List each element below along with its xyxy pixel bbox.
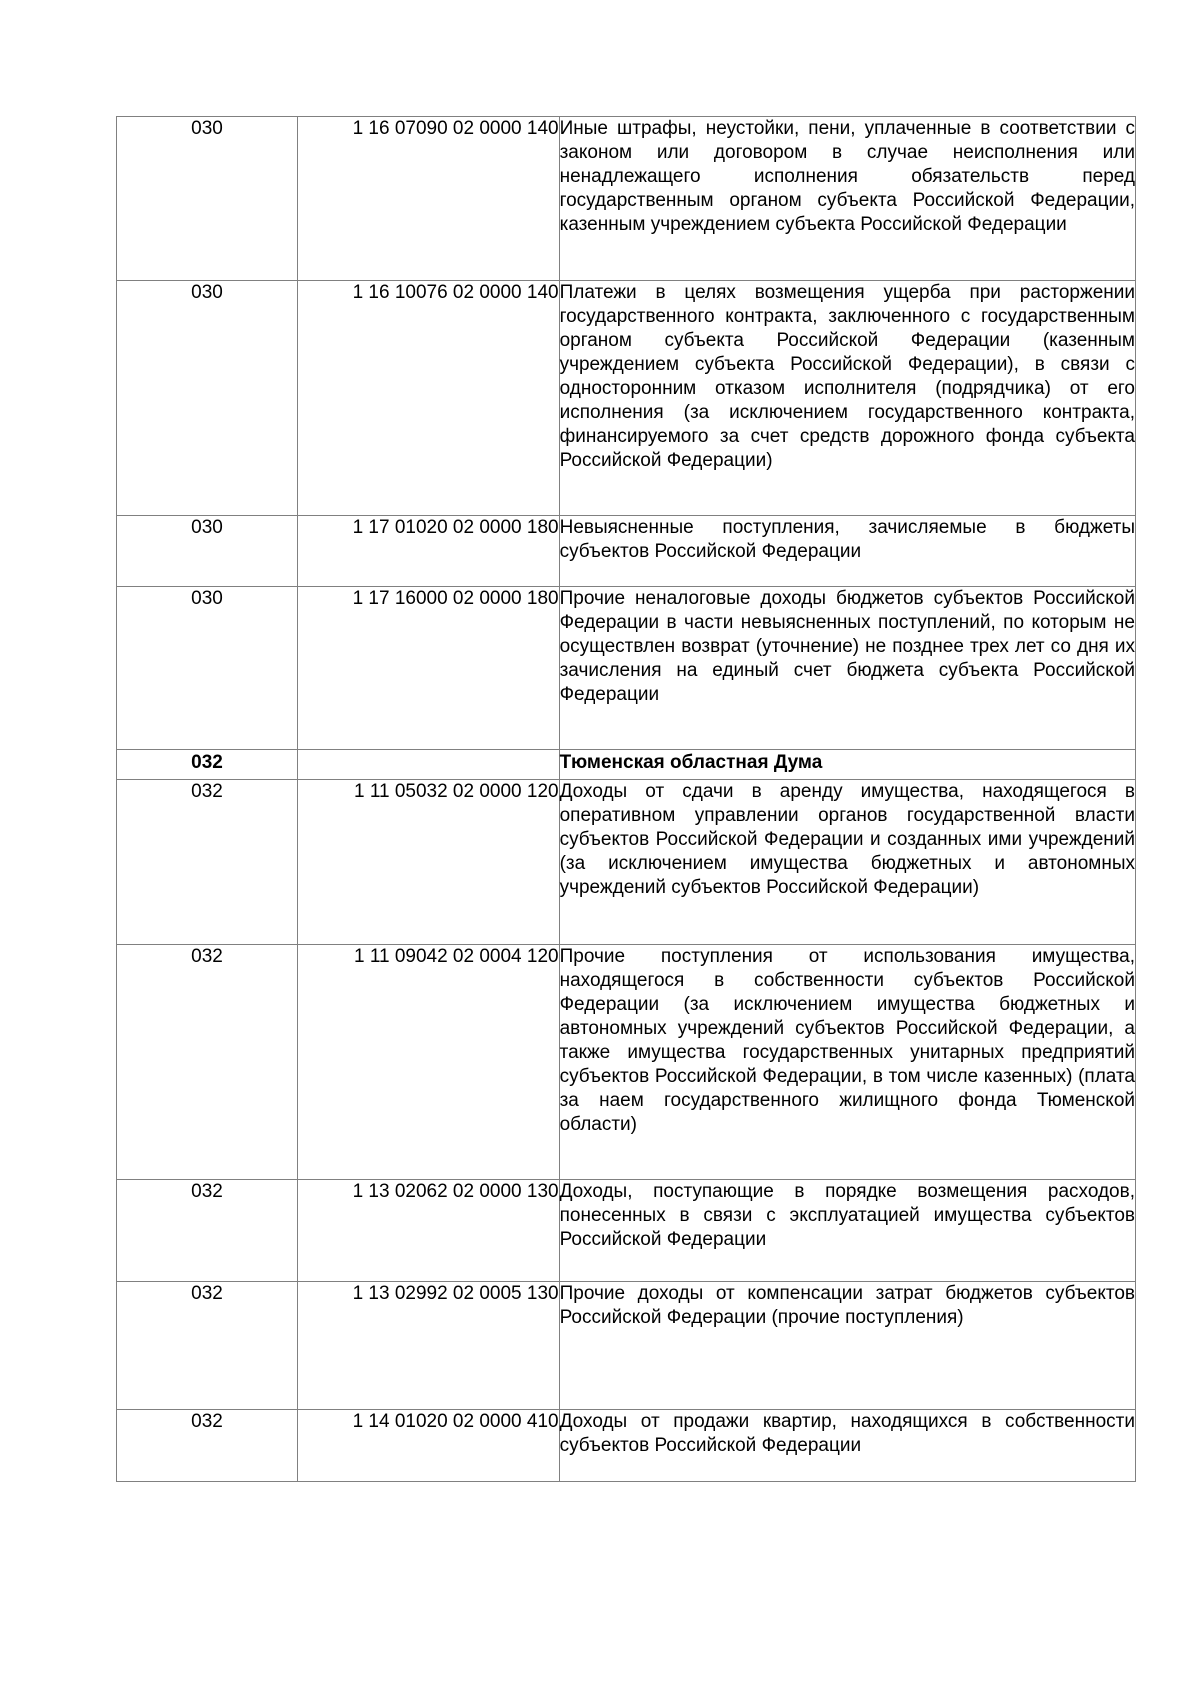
section-header-row	[117, 750, 1136, 780]
description-cell: Прочие поступления от использования имущества, находящегося в собственности субъектов Российской Федерации (за исключением имущества бюджетных и автономных учреждений субъектов Российской Федерации, а также имущества государственных унитарных предприятий субъектов Российской Федерации, в том числе казенных) (плата за наем государственного жилищного фонда Тюменской области)	[559, 945, 1135, 1180]
description-cell: Платежи в целях возмещения ущерба при расторжении государственного контракта, заключенного с государственным органом субъекта Российской Федерации (казенным учреждением субъекта Российской Федерации), в связи с односторонним отказом исполнителя (подрядчика) от его исполнения (за исключением государственного контракта, финансируемого за счет средств дорожного фонда субъекта Российской Федерации)	[559, 281, 1135, 516]
table-row	[117, 1410, 1136, 1482]
admin-code-cell: 030	[117, 281, 298, 516]
section-title-cell: Тюменская областная Дума	[559, 750, 1135, 780]
admin-code-cell: 032	[117, 1282, 298, 1410]
admin-code-cell: 032	[117, 1180, 298, 1282]
budget-code-cell	[298, 750, 560, 780]
budget-code-cell: 1 11 05032 02 0000 120	[298, 780, 560, 945]
budget-code-cell: 1 13 02062 02 0000 130	[298, 1180, 560, 1282]
table-row	[117, 945, 1136, 1180]
description-cell: Иные штрафы, неустойки, пени, уплаченные в соответствии с законом или договором в случае неисполнения или ненадлежащего исполнения обязательств перед государственным органом субъекта Российской Федерации, казенным учреждением субъекта Российской Федерации	[559, 117, 1135, 281]
table-row	[117, 1282, 1136, 1410]
admin-code-cell: 030	[117, 587, 298, 750]
table-row	[117, 117, 1136, 281]
admin-code-cell: 030	[117, 516, 298, 587]
table-row	[117, 281, 1136, 516]
admin-code-cell: 030	[117, 117, 298, 281]
description-cell: Доходы, поступающие в порядке возмещения расходов, понесенных в связи с эксплуатацией имущества субъектов Российской Федерации	[559, 1180, 1135, 1282]
table-row	[117, 1180, 1136, 1282]
description-cell: Прочие неналоговые доходы бюджетов субъектов Российской Федерации в части невыясненных поступлений, по которым не осуществлен возврат (уточнение) не позднее трех лет со дня их зачисления на единый счет бюджета субъекта Российской Федерации	[559, 587, 1135, 750]
budget-code-cell: 1 14 01020 02 0000 410	[298, 1410, 560, 1482]
table-row	[117, 516, 1136, 587]
description-cell: Прочие доходы от компенсации затрат бюджетов субъектов Российской Федерации (прочие поступления)	[559, 1282, 1135, 1410]
table-row	[117, 587, 1136, 750]
admin-code-cell: 032	[117, 945, 298, 1180]
budget-code-cell: 1 16 07090 02 0000 140	[298, 117, 560, 281]
admin-code-cell: 032	[117, 1410, 298, 1482]
budget-code-cell: 1 17 01020 02 0000 180	[298, 516, 560, 587]
description-cell: Доходы от сдачи в аренду имущества, находящегося в оперативном управлении органов государственной власти субъектов Российской Федерации и созданных ими учреждений (за исключением имущества бюджетных и автономных учреждений субъектов Российской Федерации)	[559, 780, 1135, 945]
admin-code-cell: 032	[117, 750, 298, 780]
budget-code-cell: 1 13 02992 02 0005 130	[298, 1282, 560, 1410]
budget-code-cell: 1 17 16000 02 0000 180	[298, 587, 560, 750]
budget-code-cell: 1 16 10076 02 0000 140	[298, 281, 560, 516]
budget-code-cell: 1 11 09042 02 0004 120	[298, 945, 560, 1180]
admin-code-cell: 032	[117, 780, 298, 945]
description-cell: Доходы от продажи квартир, находящихся в собственности субъектов Российской Федерации	[559, 1410, 1135, 1482]
table-row	[117, 780, 1136, 945]
description-cell: Невыясненные поступления, зачисляемые в бюджеты субъектов Российской Федерации	[559, 516, 1135, 587]
revenue-codes-table	[116, 116, 1136, 1482]
